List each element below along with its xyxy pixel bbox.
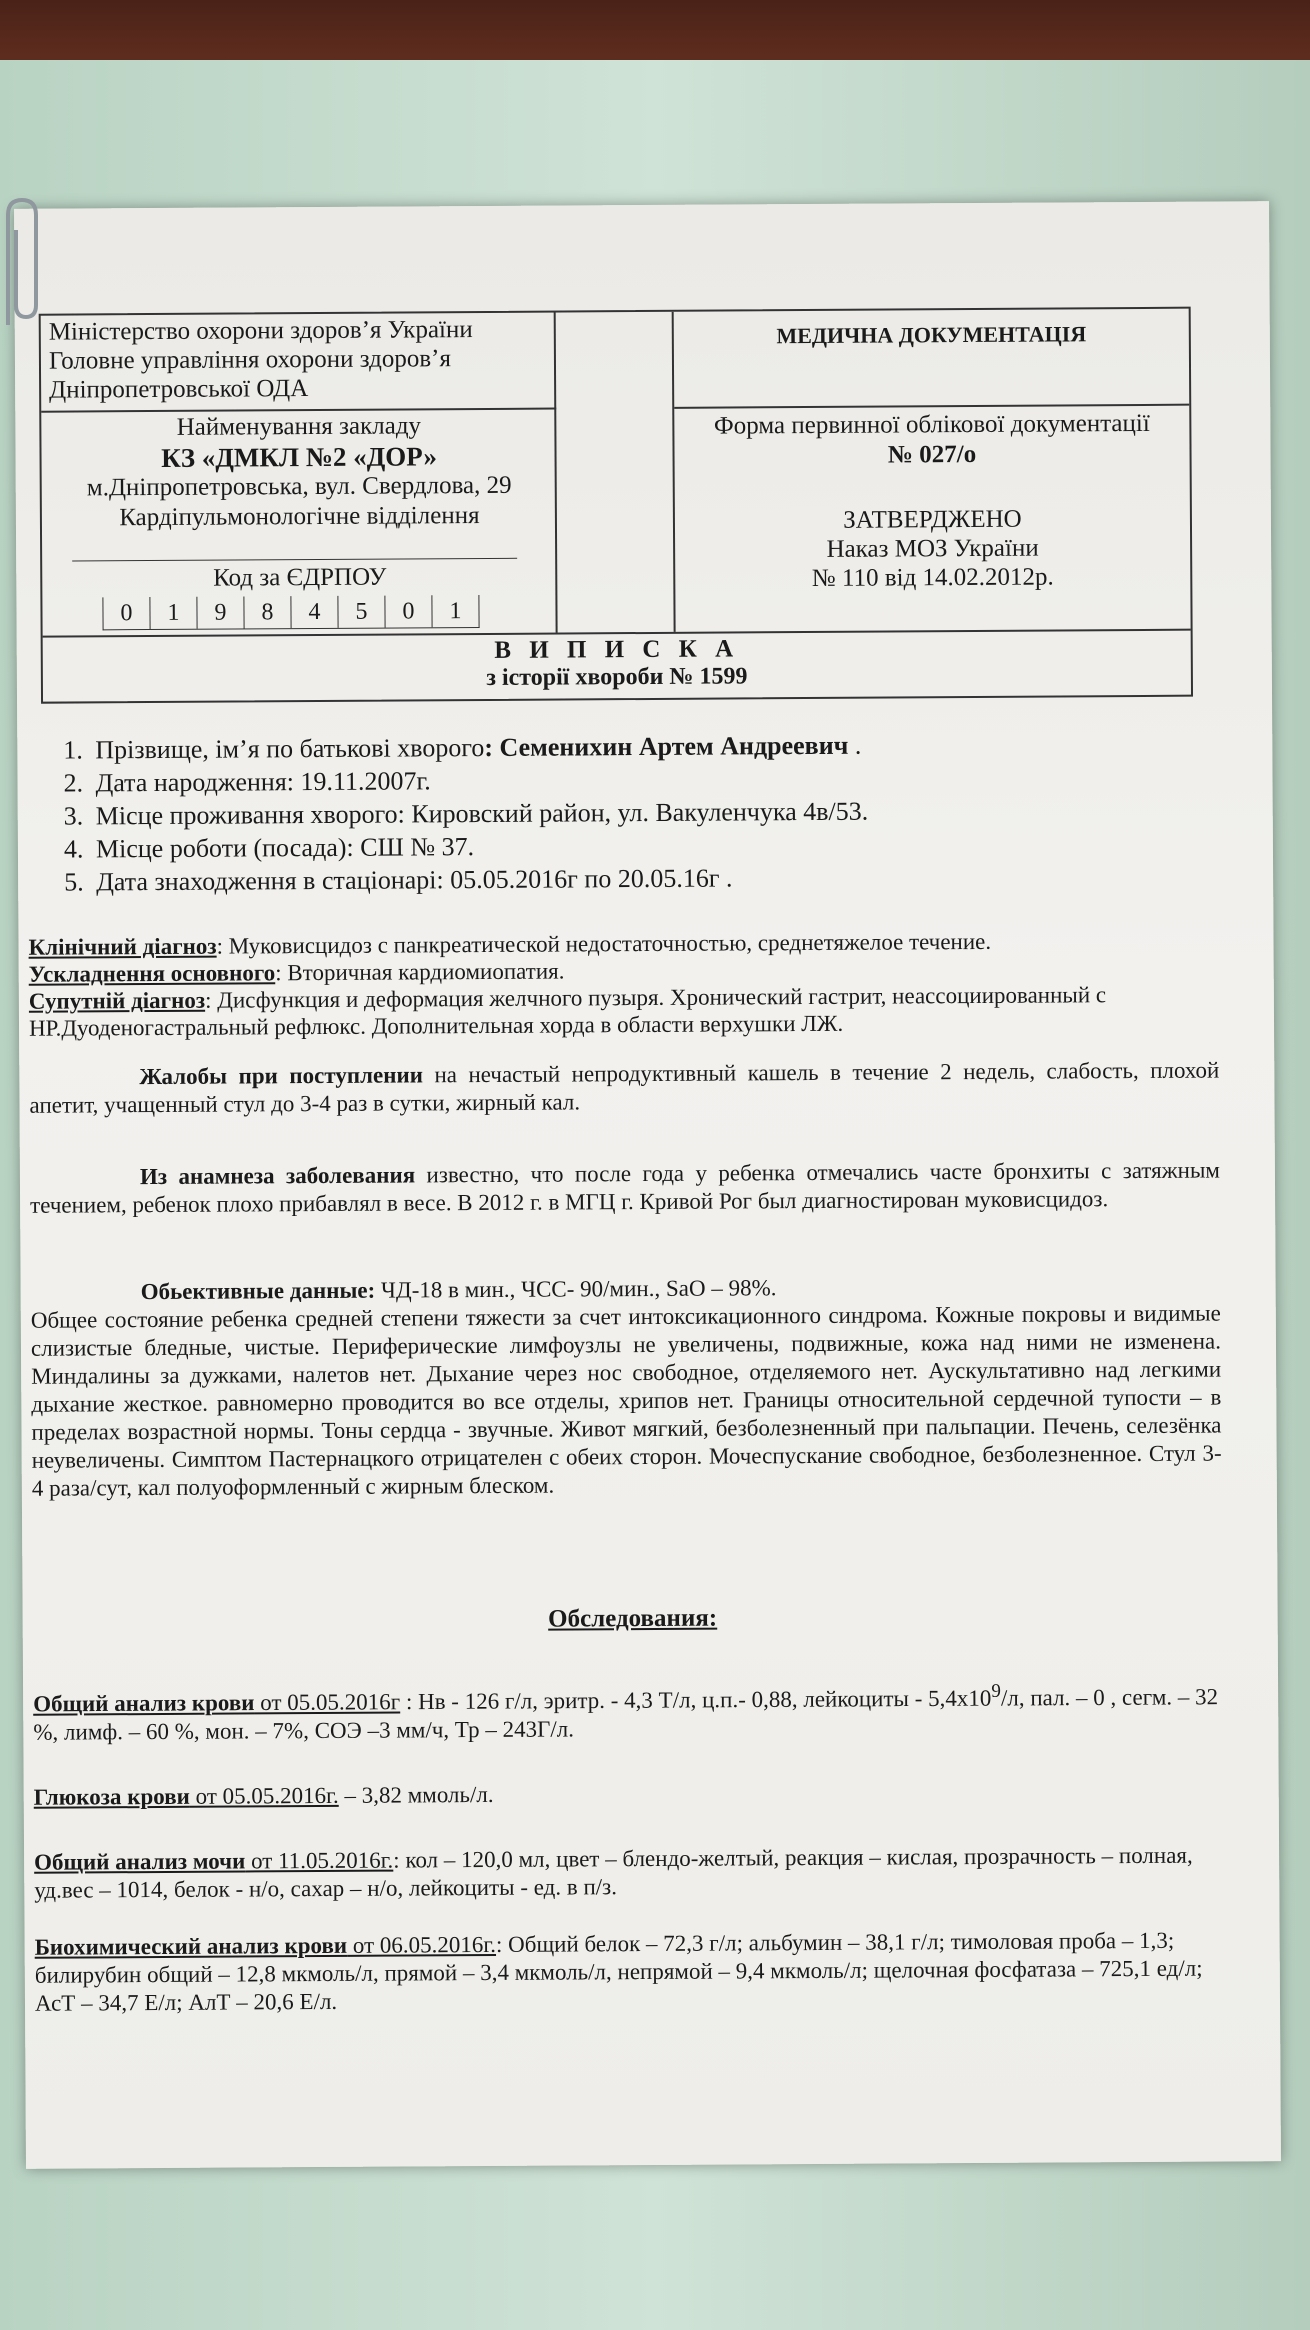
edrpou-digit: 9: [196, 596, 243, 628]
glucose-label: Глюкоза крови: [33, 1783, 190, 1810]
ministry-line: Головне управління охорони здоров’я: [48, 345, 452, 375]
header-middle-cell: [556, 312, 676, 633]
concomitant-text: : Дисфункция и деформация желчного пузыря. Хронический гастрит, неассоциированный с НР.Дуоденогастральный рефлюкс. Дополнительная хорда в области верхушки ЛЖ.: [28, 982, 1107, 1041]
item-label: Місце проживання хворого:: [95, 799, 412, 831]
concomitant-label: Супутній діагноз: [28, 987, 206, 1014]
item-value: : Семенихин Артем Андреевич: [484, 730, 849, 762]
edrpou-digit: 4: [290, 596, 337, 628]
form-number: № 027/о: [887, 440, 977, 469]
signature-line: [72, 558, 517, 562]
edrpou-digit: 1: [149, 597, 196, 629]
department-name: Кардіпульмонологічне відділення: [119, 502, 480, 532]
glucose-date: от 05.05.2016г.: [189, 1782, 339, 1809]
complaints-label: Жалобы при поступлении: [139, 1062, 423, 1090]
objective-vitals: ЧД-18 в мин., ЧСС- 90/мин., SaO – 98%.: [375, 1275, 777, 1303]
header-right-cell: [674, 309, 1191, 632]
document-subtitle: з історії хвороби № 1599: [486, 663, 748, 691]
glucose-text: – 3,82 ммоль/л.: [338, 1781, 494, 1808]
paperclip-icon: [0, 195, 45, 335]
objective-label: Обьективные данные:: [140, 1277, 376, 1305]
urine-date: от 11.05.2016г.: [245, 1847, 394, 1874]
form-line: Форма первинної облікової документації: [713, 409, 1150, 440]
list-item: [89, 729, 868, 767]
institution-name: КЗ «ДМКЛ №2 «ДОР»: [161, 441, 437, 473]
anamnesis-text: известно, что после года у ребенка отмечались часте бронхиты с затяжным течением, ребенок плохо прибавлял в весе. В 2012 г. в МГЦ г. Кривой Рог был диагностирован муковисцидоз.: [30, 1157, 1220, 1218]
institution-block: [41, 411, 557, 534]
item-value: 19.11.2007г.: [300, 766, 431, 797]
concomitant-diagnosis: [29, 981, 1209, 1042]
approved-label: ЗАТВЕРДЖЕНО: [843, 505, 1022, 534]
list-item: [89, 762, 868, 800]
institution-label: Найменування закладу: [176, 412, 422, 441]
order-line: Наказ МОЗ України: [826, 534, 1039, 563]
exams-title: Обследования:: [548, 1604, 718, 1633]
objective-text: Общее состояние ребенка средней степени тяжести за счет интоксикационного синдрома. Кожные покровы и видимые слизистые бледные, чистые. Периферические лимфоузлы не увеличены, подвижные, кожа над ними не изменена. Миндалины за дужками, налетов нет. Дыхание через нос свободное, отделяемого нет. Аускультативно над легкими дыхание жесткое. равномерно проводится во все отделы, хрипов нет. Границы относительной сердечной тупости – в пределах возрастной нормы. Тоны сердца - звучные. Живот мягкий, безболезненный при пальпации. Печень, селезёнка неувеличены. Симптом Пастернацкого отрицателен с обеих сторон. Мочеспускание свободное, безболезненное. Стул 3-4 раза/сут, кал полуоформленный с жирным блеском.: [30, 1300, 1222, 1501]
biochem-text: : Общий белок – 72,3 г/л; альбумин – 38,1 г/л; тимоловая проба – 1,3; билирубин общий – 12,8 мкмоль/л, прямой – 3,4 мкмоль/л, непрямой – 9,4 мкмоль/л; щелочная фосфатаза – 725,1 ед/л; АсТ – 34,7 Е/л; АлТ – 20,6 Е/л.: [34, 1927, 1203, 2016]
biochem-date: от 06.05.2016г.: [347, 1931, 497, 1958]
clinical-label: Клінічний діагноз: [28, 933, 217, 960]
header-title-cell: [43, 629, 1191, 704]
complication-label: Ускладнення основного: [28, 960, 276, 987]
list-item: [90, 861, 869, 899]
document-page: [14, 201, 1281, 2169]
blood-superscript: 9: [991, 1680, 1001, 1702]
edrpou-code: [102, 595, 479, 630]
urine-test: [34, 1841, 1224, 1904]
blood-test: [33, 1676, 1223, 1746]
item-value: 05.05.2016г по 20.05.16г .: [450, 863, 733, 895]
anamnesis-label: Из анамнеза заболевания: [139, 1162, 416, 1190]
blood-label: Общий анализ крови: [33, 1690, 255, 1717]
biochem-test: [35, 1926, 1225, 2017]
ministry-block: [49, 315, 473, 405]
item-tail: .: [848, 730, 862, 760]
list-item: [90, 795, 869, 833]
urine-text: : кол – 120,0 мл, цвет – блендо-желтый, реакция – кислая, прозрачность – полная, уд.вес – 1014, белок - н/о, сахар – н/о, лейкоциты - ед. в п/з.: [34, 1842, 1193, 1903]
header-left-cell: [41, 313, 558, 636]
objective-paragraph: [31, 1272, 1222, 1503]
order-line: № 110 від 14.02.2012р.: [811, 563, 1054, 592]
anamnesis-paragraph: [30, 1157, 1220, 1220]
ministry-line: Дніпропетровської ОДА: [49, 375, 309, 404]
edrpou-digit: 0: [384, 595, 431, 627]
header-table: [39, 307, 1193, 704]
item-label: Дата знаходження в стаціонарі:: [96, 865, 451, 897]
patient-info-list: [37, 729, 868, 899]
edrpou-label: Код за ЄДРПОУ: [213, 563, 387, 592]
item-value: СШ № 37.: [360, 832, 475, 862]
edrpou-digit: 8: [243, 596, 290, 628]
item-value: Кировский район, ул. Вакуленчука 4в/53.: [411, 796, 869, 829]
item-label: Місце роботи (посада):: [95, 832, 361, 864]
document-title: В И П И С К А: [494, 635, 740, 664]
edrpou-digit: 1: [431, 595, 478, 627]
medical-documentation-label: МЕДИЧНА ДОКУМЕНТАЦІЯ: [776, 321, 1087, 349]
edrpou-digit: 5: [337, 596, 384, 628]
blood-text-continued: /л, пал. – 0 , сегм. – 32 %, лимф. – 60 %, мон. – 7%, СОЭ –3 мм/ч, Тр – 243Г/л.: [33, 1684, 1219, 1745]
blood-text: : Нв - 126 г/л, эритр. - 4,3 Т/л, ц.п.- 0,88, лейкоциты - 5,4х10: [400, 1685, 992, 1715]
approved-block: [675, 504, 1191, 594]
urine-label: Общий анализ мочи: [34, 1848, 246, 1875]
ministry-line: Міністерство охорони здоров’я України: [48, 316, 473, 346]
item-label: Прізвище, ім’я по батькові хворого: [95, 732, 485, 765]
glucose-test: [34, 1776, 1224, 1811]
item-label: Дата народження:: [95, 767, 301, 798]
complaints-paragraph: [29, 1057, 1219, 1120]
form-block: [674, 409, 1189, 472]
institution-address: м.Дніпропетровська, вул. Свердлова, 29: [86, 471, 512, 502]
diagnosis-section: [28, 927, 1209, 1042]
blood-date: от 05.05.2016г: [254, 1689, 401, 1716]
clinical-text: : Муковисцидоз с панкреатической недостаточностью, среднетяжелое течение.: [216, 928, 992, 959]
complication-text: : Вторичная кардиомиопатия.: [275, 958, 565, 986]
biochem-label: Биохимический анализ крови: [34, 1932, 348, 1960]
list-item: [90, 828, 869, 866]
complaints-text: на нечастый непродуктивный кашель в течение 2 недель, слабость, плохой апетит, учащенный стул до 3-4 раз в сутки, жирный кал.: [29, 1057, 1220, 1118]
edrpou-digit: 0: [120, 600, 133, 627]
